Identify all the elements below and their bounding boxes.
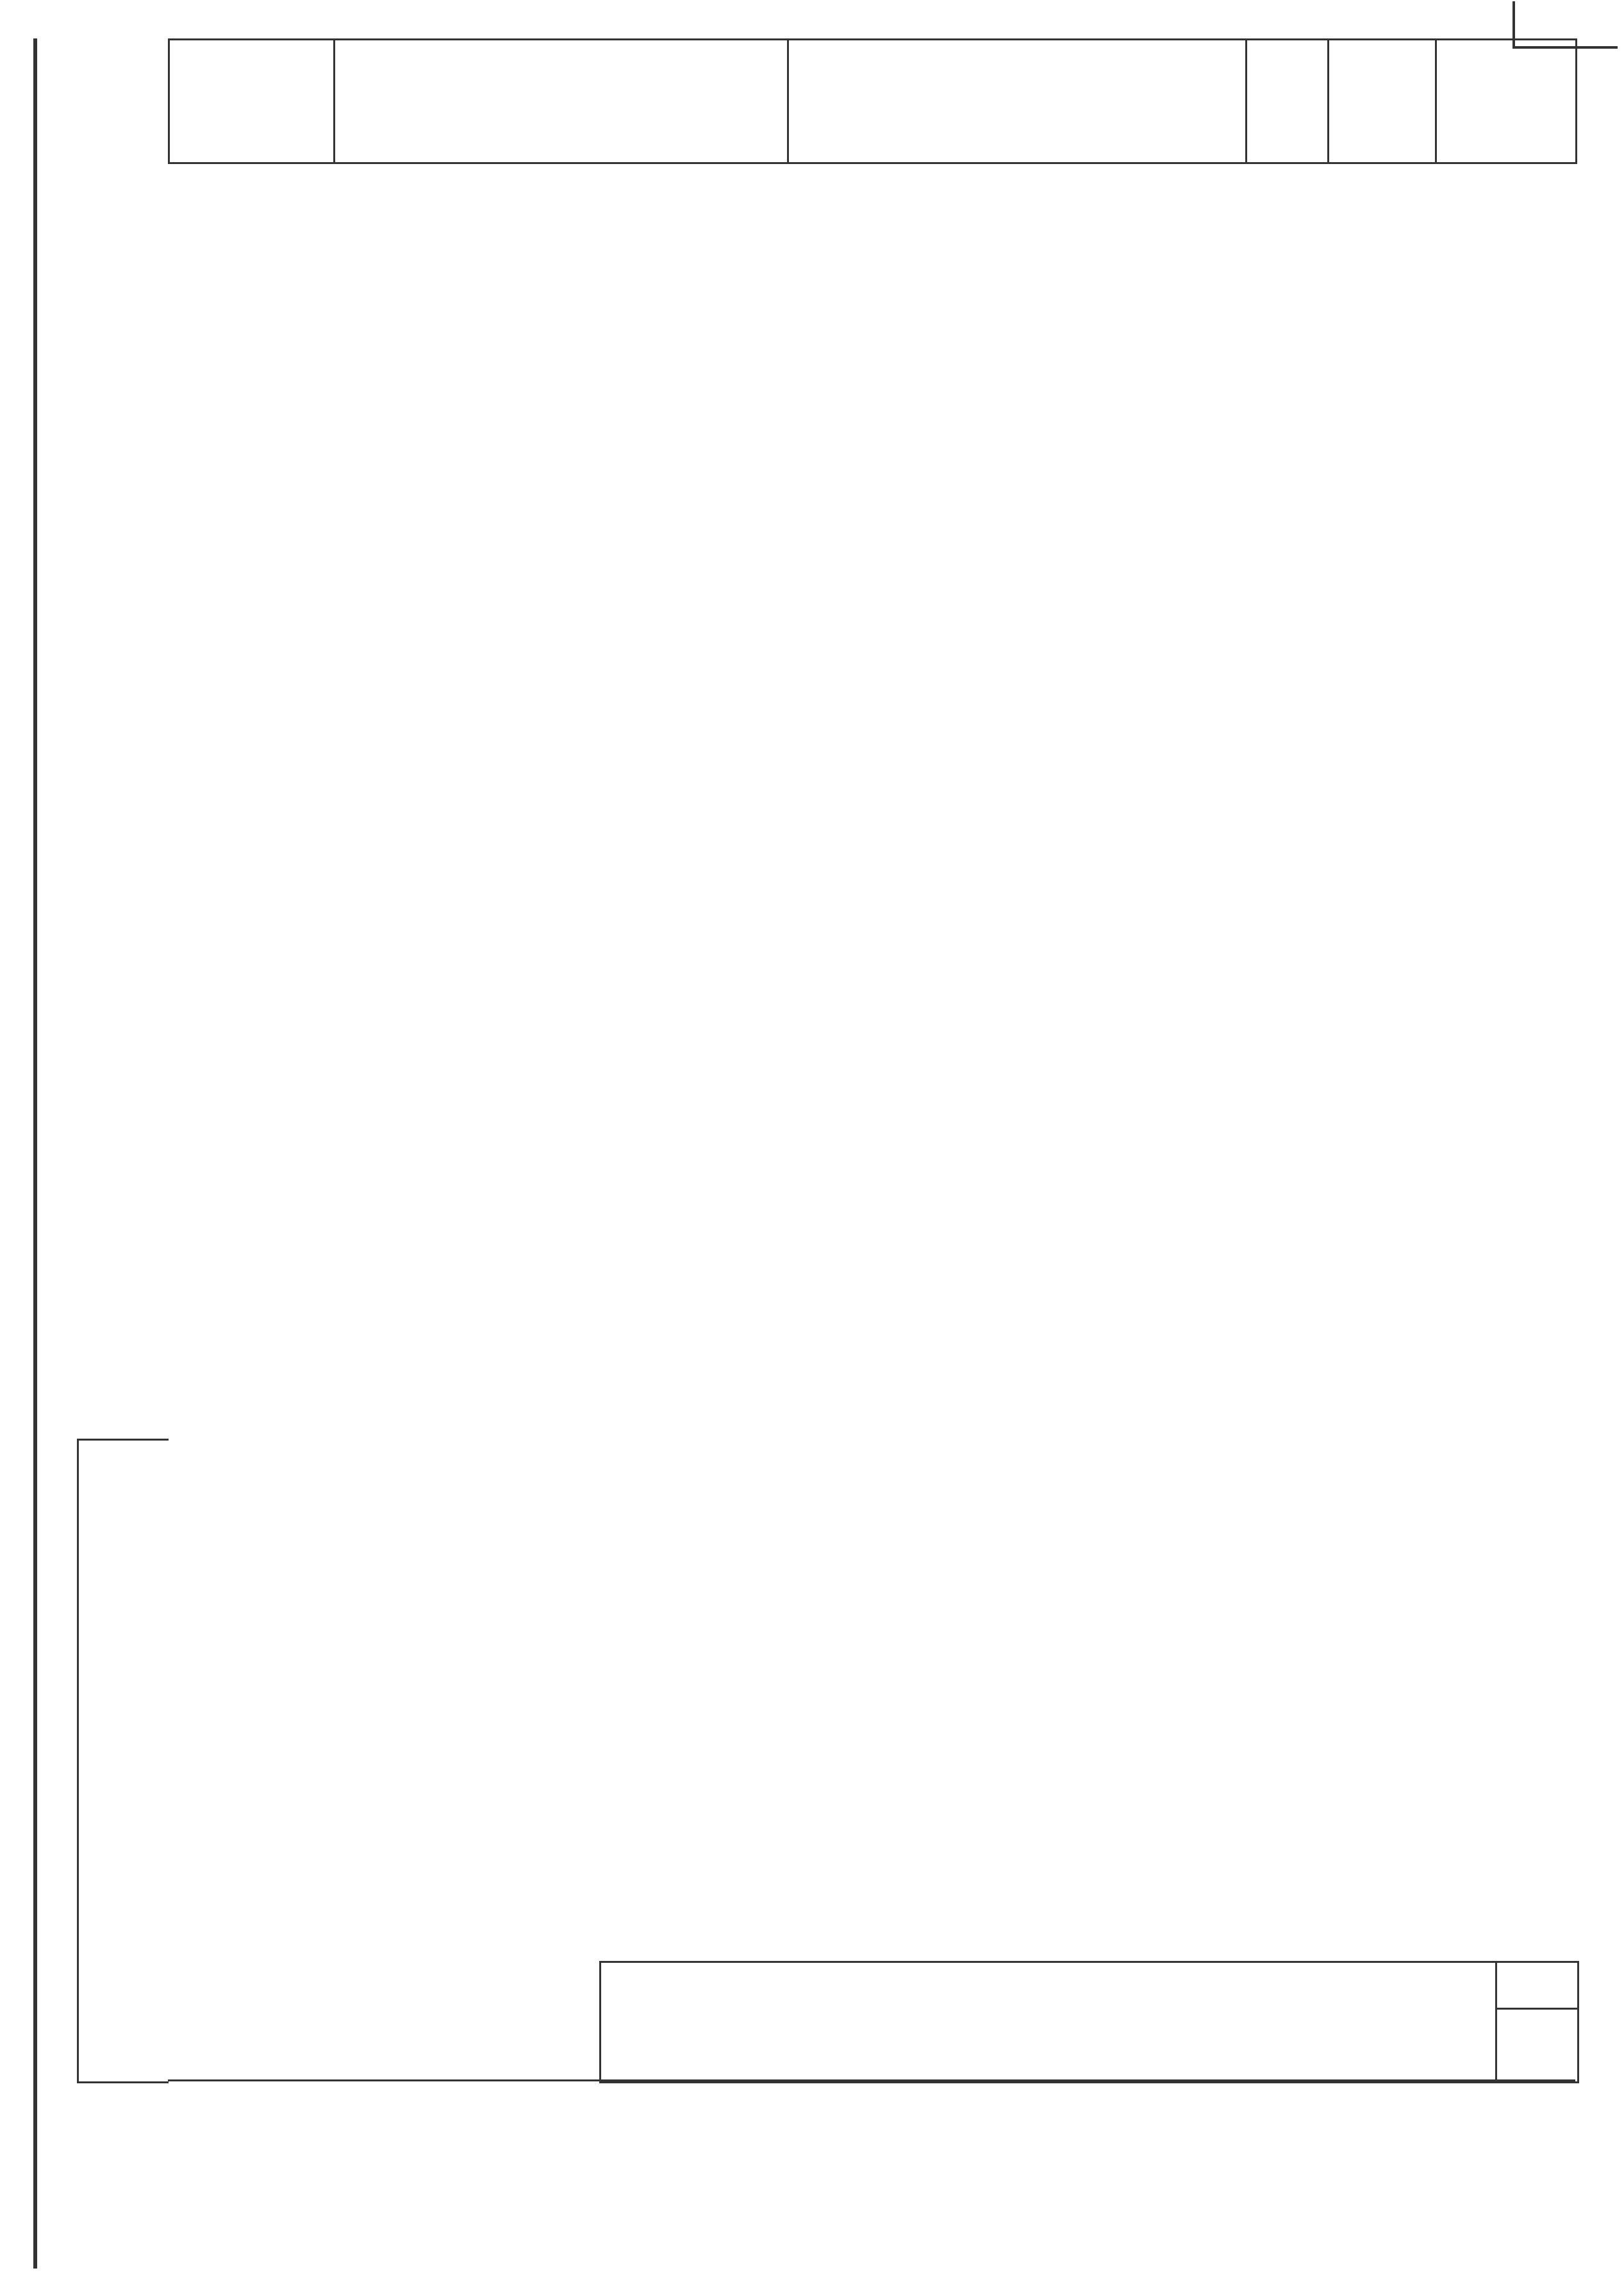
header-designation — [335, 40, 788, 163]
header-name — [788, 40, 1247, 163]
sheet-number — [1497, 2010, 1577, 2081]
sheet-box — [1495, 1963, 1577, 2081]
side-stamp — [77, 1439, 169, 2083]
sheet-left-border — [33, 38, 37, 2269]
specification-table — [168, 38, 1577, 164]
header-mark — [169, 40, 335, 163]
header-qty — [1247, 40, 1329, 163]
sheet-label — [1497, 1963, 1577, 2010]
header-mass — [1329, 40, 1436, 163]
title-block — [599, 1961, 1579, 2083]
frame-bottom-line — [168, 2079, 1575, 2081]
document-code — [601, 1963, 1486, 2081]
table-header-row — [169, 40, 1577, 163]
header-note — [1436, 40, 1577, 163]
